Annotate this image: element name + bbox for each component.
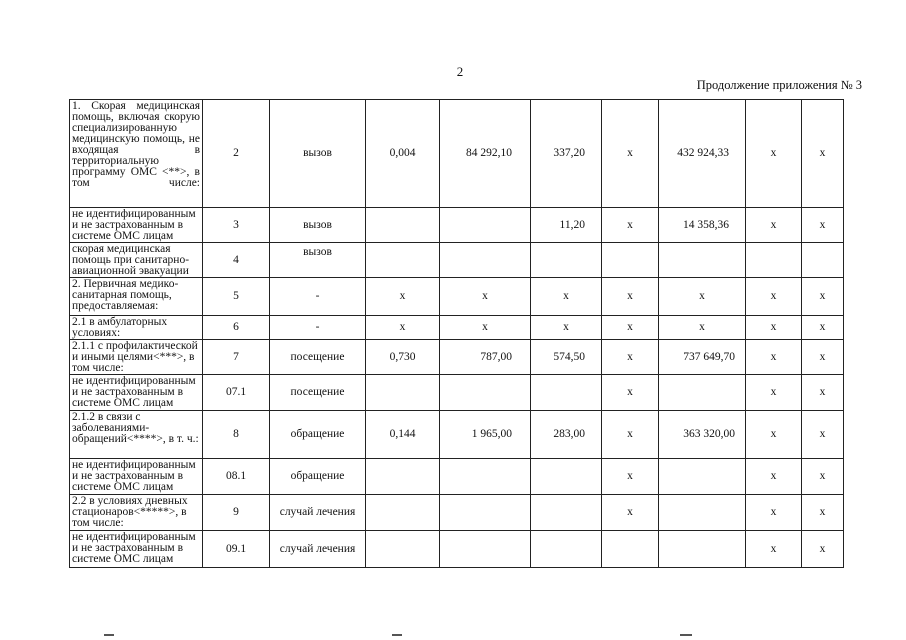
row-name-cell [70, 495, 203, 531]
value-cell-7: x [802, 100, 844, 208]
row-name: не идентифицированным и не застрахованным в системе ОМС лицам [72, 459, 196, 493]
value-cell-4: x [602, 459, 659, 495]
value-cell-4: x [602, 278, 659, 316]
value-cell-4: x [602, 208, 659, 243]
value-cell-7: x [802, 459, 844, 495]
value-cell-3: x [531, 278, 602, 316]
value-cell-3 [531, 495, 602, 531]
value-cell-7: x [802, 375, 844, 411]
value-cell-5 [659, 495, 746, 531]
row-name: 2.1.1 с профилактической и иными целями<***>, в том числе: [72, 340, 198, 374]
value-cell-1: 0,004 [366, 100, 440, 208]
row-name-cell [70, 375, 203, 411]
scan-mark [680, 634, 692, 636]
value-cell-2 [440, 375, 531, 411]
row-name: не идентифицированным и не застрахованным в системе ОМС лицам [72, 531, 196, 565]
value-cell-1: x [366, 316, 440, 340]
value-cell-2 [440, 531, 531, 568]
value-cell-1: 0,730 [366, 340, 440, 375]
value-cell-4 [602, 243, 659, 278]
table-row [70, 278, 844, 316]
value-cell-6: x [746, 459, 802, 495]
value-cell-6: x [746, 531, 802, 568]
line-number-cell: 4 [203, 243, 270, 278]
table-row [70, 459, 844, 495]
unit-cell: посещение [270, 375, 366, 411]
scan-edge-marks [0, 630, 906, 640]
value-cell-6: x [746, 278, 802, 316]
value-cell-6: x [746, 208, 802, 243]
value-cell-1 [366, 375, 440, 411]
value-cell-6: x [746, 411, 802, 459]
value-cell-3 [531, 375, 602, 411]
unit-cell: обращение [270, 411, 366, 459]
row-name-cell [70, 316, 203, 340]
value-cell-1 [366, 531, 440, 568]
value-cell-6: x [746, 375, 802, 411]
table-row [70, 208, 844, 243]
value-cell-7: x [802, 208, 844, 243]
value-cell-6: x [746, 316, 802, 340]
appendix-continuation-label: Продолжение приложения № 3 [696, 78, 862, 92]
value-cell-2 [440, 459, 531, 495]
line-number-cell: 5 [203, 278, 270, 316]
value-cell-1: x [366, 278, 440, 316]
line-number-cell: 09.1 [203, 531, 270, 568]
value-cell-7: x [802, 340, 844, 375]
table-row [70, 375, 844, 411]
value-cell-5 [659, 459, 746, 495]
value-cell-4: x [602, 100, 659, 208]
line-number-cell: 07.1 [203, 375, 270, 411]
value-cell-3: 574,50 [531, 340, 602, 375]
value-cell-7 [802, 243, 844, 278]
table-body [70, 100, 844, 568]
row-name-cell [70, 340, 203, 375]
value-cell-4 [602, 531, 659, 568]
unit-cell: - [270, 316, 366, 340]
value-cell-3: 11,20 [531, 208, 602, 243]
unit-cell: случай лечения [270, 495, 366, 531]
table-row [70, 100, 844, 208]
value-cell-2 [440, 243, 531, 278]
scan-mark [392, 634, 402, 636]
value-cell-5: 363 320,00 [659, 411, 746, 459]
value-cell-2 [440, 208, 531, 243]
value-cell-1 [366, 208, 440, 243]
line-number-cell: 9 [203, 495, 270, 531]
value-cell-4: x [602, 340, 659, 375]
value-cell-5: x [659, 278, 746, 316]
row-name-cell [70, 208, 203, 243]
unit-cell: вызов [270, 100, 366, 208]
value-cell-4: x [602, 495, 659, 531]
value-cell-3: x [531, 316, 602, 340]
value-cell-5: 14 358,36 [659, 208, 746, 243]
value-cell-3 [531, 243, 602, 278]
row-name: не идентифицированным и не застрахованным в системе ОМС лицам [72, 375, 196, 409]
line-number-cell: 3 [203, 208, 270, 243]
table-row [70, 340, 844, 375]
value-cell-3 [531, 459, 602, 495]
value-cell-5 [659, 375, 746, 411]
value-cell-2: 1 965,00 [440, 411, 531, 459]
row-name: скорая медицинская помощь при санитарно-авиационной эвакуации [72, 243, 190, 277]
value-cell-5: 432 924,33 [659, 100, 746, 208]
value-cell-3 [531, 531, 602, 568]
row-name: 2.1 в амбулаторных условиях: [72, 316, 168, 339]
unit-cell: обращение [270, 459, 366, 495]
row-name-cell [70, 243, 203, 278]
value-cell-1 [366, 459, 440, 495]
value-cell-7: x [802, 495, 844, 531]
table-row [70, 243, 844, 278]
scan-mark [104, 634, 114, 636]
value-cell-5 [659, 531, 746, 568]
value-cell-3: 337,20 [531, 100, 602, 208]
value-cell-2: x [440, 316, 531, 340]
line-number-cell: 2 [203, 100, 270, 208]
row-name: 2.2 в условиях дневных стационаров<*****>, в том числе: [72, 495, 188, 529]
line-number-cell: 7 [203, 340, 270, 375]
row-name: 2.1.2 в связи с заболеваниями-обращений<****>, в т. ч.: [72, 411, 199, 445]
line-number-cell: 08.1 [203, 459, 270, 495]
value-cell-5: 737 649,70 [659, 340, 746, 375]
table-row [70, 316, 844, 340]
value-cell-6: x [746, 340, 802, 375]
value-cell-6: x [746, 100, 802, 208]
value-cell-5 [659, 243, 746, 278]
table-row [70, 495, 844, 531]
row-name: 1. Скорая медицинская помощь, включая скорую специализированную медицинскую помощь, не входящая в территориальную программу ОМС <**>, в том числе: [72, 100, 200, 189]
row-name: не идентифицированным и не застрахованным в системе ОМС лицам [72, 208, 196, 242]
table-row [70, 411, 844, 459]
value-cell-6: x [746, 495, 802, 531]
page-number: 2 [456, 64, 464, 79]
row-name-cell [70, 411, 203, 459]
row-name: 2. Первичная медико-санитарная помощь, предоставляемая: [72, 278, 179, 312]
value-cell-7: x [802, 411, 844, 459]
value-cell-1 [366, 495, 440, 531]
value-cell-6 [746, 243, 802, 278]
value-cell-2: 787,00 [440, 340, 531, 375]
unit-cell: - [270, 278, 366, 316]
line-number-cell: 8 [203, 411, 270, 459]
value-cell-3: 283,00 [531, 411, 602, 459]
row-name-cell [70, 459, 203, 495]
value-cell-2 [440, 495, 531, 531]
value-cell-2: 84 292,10 [440, 100, 531, 208]
value-cell-7: x [802, 316, 844, 340]
row-name-cell [70, 278, 203, 316]
value-cell-4: x [602, 316, 659, 340]
value-cell-4: x [602, 411, 659, 459]
unit-cell: вызов [270, 243, 366, 278]
unit-cell: случай лечения [270, 531, 366, 568]
value-cell-7: x [802, 531, 844, 568]
line-number-cell: 6 [203, 316, 270, 340]
unit-cell: посещение [270, 340, 366, 375]
value-cell-2: x [440, 278, 531, 316]
value-cell-1: 0,144 [366, 411, 440, 459]
financing-table [69, 99, 844, 568]
value-cell-4: x [602, 375, 659, 411]
value-cell-5: x [659, 316, 746, 340]
table-row [70, 531, 844, 568]
value-cell-1 [366, 243, 440, 278]
row-name-cell [70, 100, 203, 208]
unit-cell: вызов [270, 208, 366, 243]
value-cell-7: x [802, 278, 844, 316]
row-name-cell [70, 531, 203, 568]
